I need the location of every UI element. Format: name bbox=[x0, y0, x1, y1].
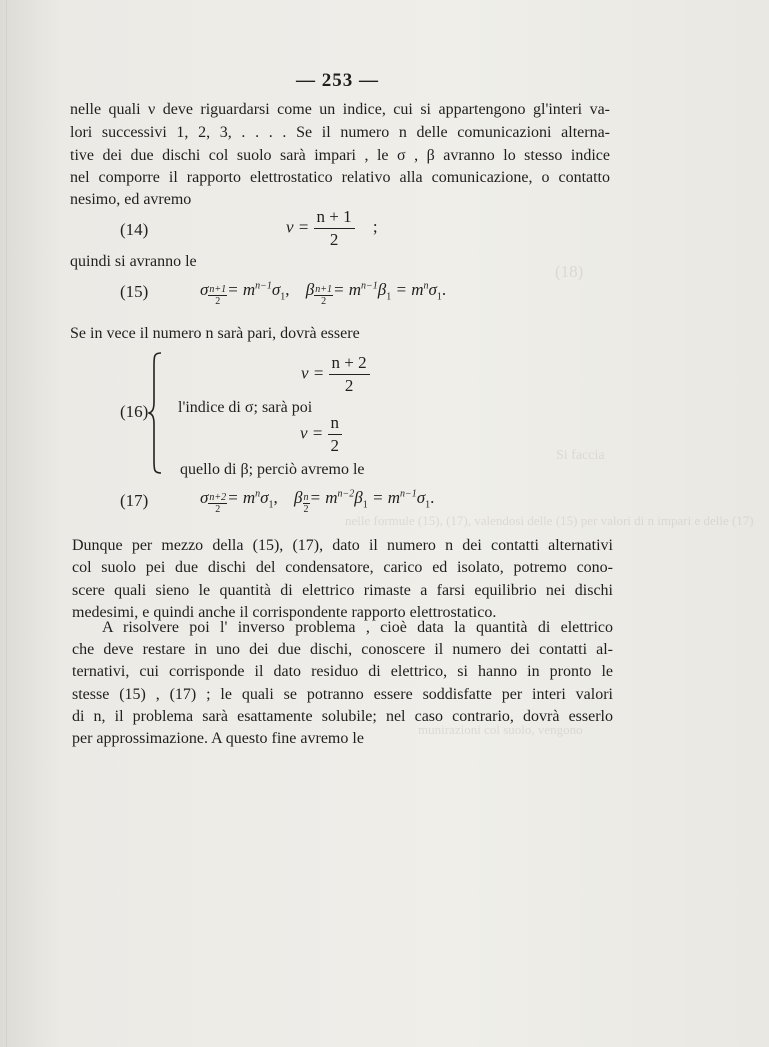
equation-17: σ $\frac{n+2}{2}$ = $m^n\sigma_1$, β $\frac{n}{2}$ = $m^{n-2}\beta_1 = m^{n-1}\sigma_1$. bbox=[200, 488, 435, 515]
text-line: medesimi, e quindi anche il corrispondente rapporto elettrostatico. bbox=[72, 604, 497, 621]
text-line: per approssimazione. A questo fine avremo le bbox=[72, 730, 364, 747]
text-line: stesse (15) , (17) ; le quali se potranno essere soddisfatte per interi valori bbox=[72, 686, 613, 703]
page-edge bbox=[6, 0, 7, 1047]
equation-number: (17) bbox=[120, 491, 149, 510]
text-line: di n, il problema sarà esattamente solubile; nel caso contrario, dovrà esserlo bbox=[72, 708, 613, 725]
equation-15: σ $\frac{n+1}{2}$ = $m^{n-1}\sigma_1$, β $\frac{n+1}{2}$ = $m^{n-1}\beta_1 = m^n\sigma_1$. bbox=[200, 280, 447, 307]
eq16-part-b: ν = $\frac{n}{2}$ bbox=[300, 412, 342, 457]
text-line: nesimo, ed avremo bbox=[70, 191, 192, 208]
eq14-lhs: ν = bbox=[286, 217, 310, 237]
eq15-subscript: $\frac{n+1}{2}$ bbox=[209, 284, 227, 307]
text-line: tive dei due dischi col suolo sarà impari , le σ , β avranno lo stesso indice bbox=[70, 147, 610, 164]
text-line: Se in vece il numero n sarà pari, dovrà essere bbox=[70, 325, 360, 342]
show-through-text: munirazioni col suolo, vengono bbox=[418, 722, 583, 737]
left-brace bbox=[148, 352, 162, 474]
text-line: A risolvere poi l' inverso problema , cioè data la quantità di elettrico bbox=[102, 619, 613, 636]
eq14-tail: ; bbox=[372, 217, 378, 237]
page-number: — 253 — bbox=[296, 70, 379, 91]
equation-number: (14) bbox=[120, 220, 149, 239]
eq15-beta-subscript: $\frac{n+1}{2}$ bbox=[315, 284, 332, 307]
text-line: nel comporre il rapporto elettrostatico relativo alla comunicazione, o contatto bbox=[70, 169, 610, 186]
show-through-label: (18) bbox=[555, 262, 584, 281]
equation-number: (15) bbox=[120, 282, 149, 301]
eq17-subscript: $\frac{n+2}{2}$ bbox=[209, 492, 227, 515]
equation-14 bbox=[286, 206, 378, 251]
text-line: nelle quali ν deve riguardarsi come un indice, cui si appartengono gl'interi va- bbox=[70, 101, 610, 118]
text-line: ternativi, cui corrisponde il dato residuo di elettrico, si hanno in pronto le bbox=[72, 663, 613, 680]
eq14-numerator: n + 1 bbox=[314, 206, 355, 229]
equation-number: (16) bbox=[120, 402, 149, 421]
eq16-middle-text: l'indice di σ; sarà poi bbox=[178, 399, 313, 416]
text-line: che deve restare in uno dei due dischi, conoscere il numero dei contatti al- bbox=[72, 641, 613, 658]
eq14-denominator: 2 bbox=[329, 230, 339, 249]
eq17-beta-subscript: $\frac{n}{2}$ bbox=[303, 492, 309, 515]
eq16-tail-text: quello di β; perciò avremo le bbox=[180, 461, 365, 478]
text-line: lori successivi 1, 2, 3, . . . . Se il numero n delle comunicazioni alterna- bbox=[70, 124, 610, 141]
text-line: quindi si avranno le bbox=[70, 253, 197, 270]
text-line: Dunque per mezzo della (15), (17), dato il numero n dei contatti alternativi bbox=[72, 537, 613, 554]
text-line: scere quali sieno le quantità di elettrico rimaste a farsi equilibrio nei dischi bbox=[72, 582, 613, 599]
eq16-part-a: ν = $\frac{n + 2}{2}$ bbox=[301, 352, 370, 397]
eq14-fraction bbox=[314, 206, 355, 251]
show-through-text: Si faccia bbox=[556, 448, 605, 463]
show-through-text: nelle formule (15), (17), valendosi delle (15) per valori di n impari e delle (17) bbox=[345, 513, 754, 528]
text-line: col suolo pei due dischi del condensatore, carico ed isolato, potremo cono- bbox=[72, 559, 613, 576]
